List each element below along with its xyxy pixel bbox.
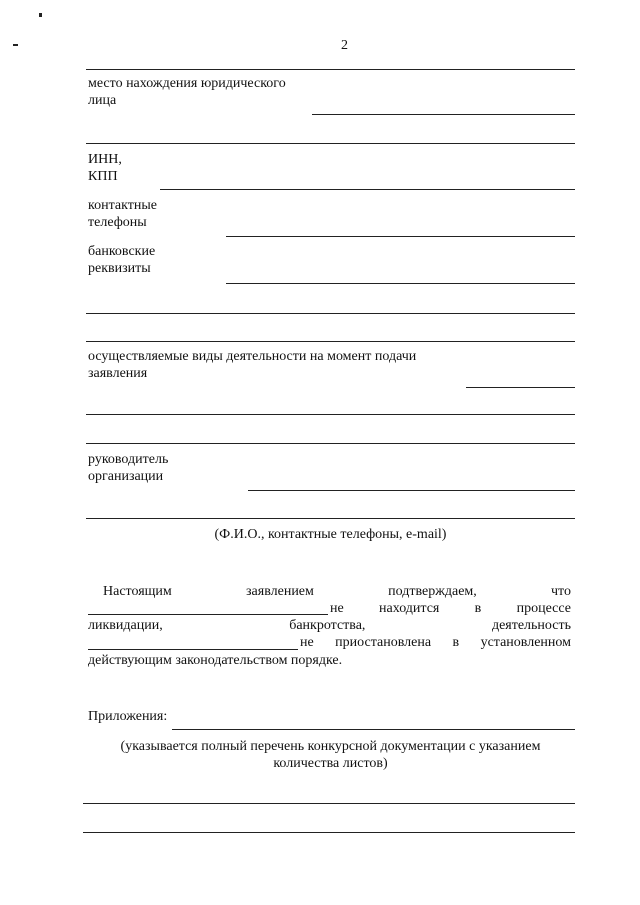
location-label-line2: лица — [88, 93, 117, 108]
head-hint: (Ф.И.О., контактные телефоны, e-mail) — [214, 527, 447, 542]
activity-field-line-3[interactable] — [86, 443, 575, 444]
statement-word: ликвидации, — [88, 618, 163, 633]
location-field-line[interactable] — [312, 114, 575, 115]
attachments-label: Приложения: — [88, 709, 168, 724]
statement-word: приостановлена — [335, 635, 432, 650]
statement-word: не — [300, 635, 314, 650]
location-field-line-2[interactable] — [86, 143, 575, 144]
statement-word: подтверждаем, — [388, 584, 477, 599]
attachments-field-line-2[interactable] — [83, 803, 575, 804]
head-field-line[interactable] — [248, 490, 575, 491]
statement-row-1 — [103, 583, 571, 601]
head-field-line-2[interactable] — [86, 518, 575, 519]
statement-word: банкротства, — [289, 618, 366, 633]
attachments-field-line[interactable] — [172, 729, 575, 730]
statement-word: заявлением — [246, 584, 314, 599]
bank-label-line1: банковские — [88, 244, 156, 259]
inn-kpp-field-line[interactable] — [160, 189, 575, 190]
statement-word: находится — [379, 601, 440, 616]
activity-field-line[interactable] — [466, 387, 575, 388]
statement-word: процессе — [516, 601, 571, 616]
kpp-label: КПП — [88, 169, 118, 184]
statement-word: что — [551, 584, 571, 599]
scan-speck — [13, 44, 18, 46]
statement-word: установленном — [480, 635, 571, 650]
activity-field-line-2[interactable] — [86, 414, 575, 415]
activity-label-line2: заявления — [88, 366, 148, 381]
page-number: 2 — [341, 38, 348, 53]
statement-word: не — [330, 601, 344, 616]
statement-word: в — [474, 601, 482, 616]
inn-label: ИНН, — [88, 152, 122, 167]
statement-row-2 — [330, 600, 571, 618]
rule — [86, 69, 575, 70]
statement-word: Настоящим — [103, 584, 172, 599]
location-label-line1: место нахождения юридического — [88, 76, 286, 91]
attachments-field-line-3[interactable] — [83, 832, 575, 833]
activity-label-line1: осуществляемые виды деятельности на момент подачи — [88, 349, 417, 364]
head-label-line1: руководитель — [88, 452, 169, 467]
phones-label-line1: контактные — [88, 198, 157, 213]
attachments-hint-line1: (указывается полный перечень конкурсной документации с указанием — [120, 739, 541, 754]
statement-row-3 — [88, 617, 571, 635]
statement-blank-2[interactable] — [88, 649, 298, 650]
statement-row-5: действующим законодательством порядке. — [88, 653, 343, 668]
statement-blank-1[interactable] — [88, 614, 328, 615]
statement-word: деятельность — [491, 618, 571, 633]
phones-label-line2: телефоны — [88, 215, 147, 230]
bank-field-line-3[interactable] — [86, 341, 575, 342]
bank-field-line-2[interactable] — [86, 313, 575, 314]
bank-label-line2: реквизиты — [88, 261, 151, 276]
head-label-line2: организации — [88, 469, 164, 484]
statement-row-4 — [300, 634, 571, 652]
bank-field-line[interactable] — [226, 283, 575, 284]
scan-speck — [39, 13, 42, 17]
attachments-hint-line2: количества листов) — [273, 756, 388, 771]
statement-word: в — [452, 635, 460, 650]
phones-field-line[interactable] — [226, 236, 575, 237]
